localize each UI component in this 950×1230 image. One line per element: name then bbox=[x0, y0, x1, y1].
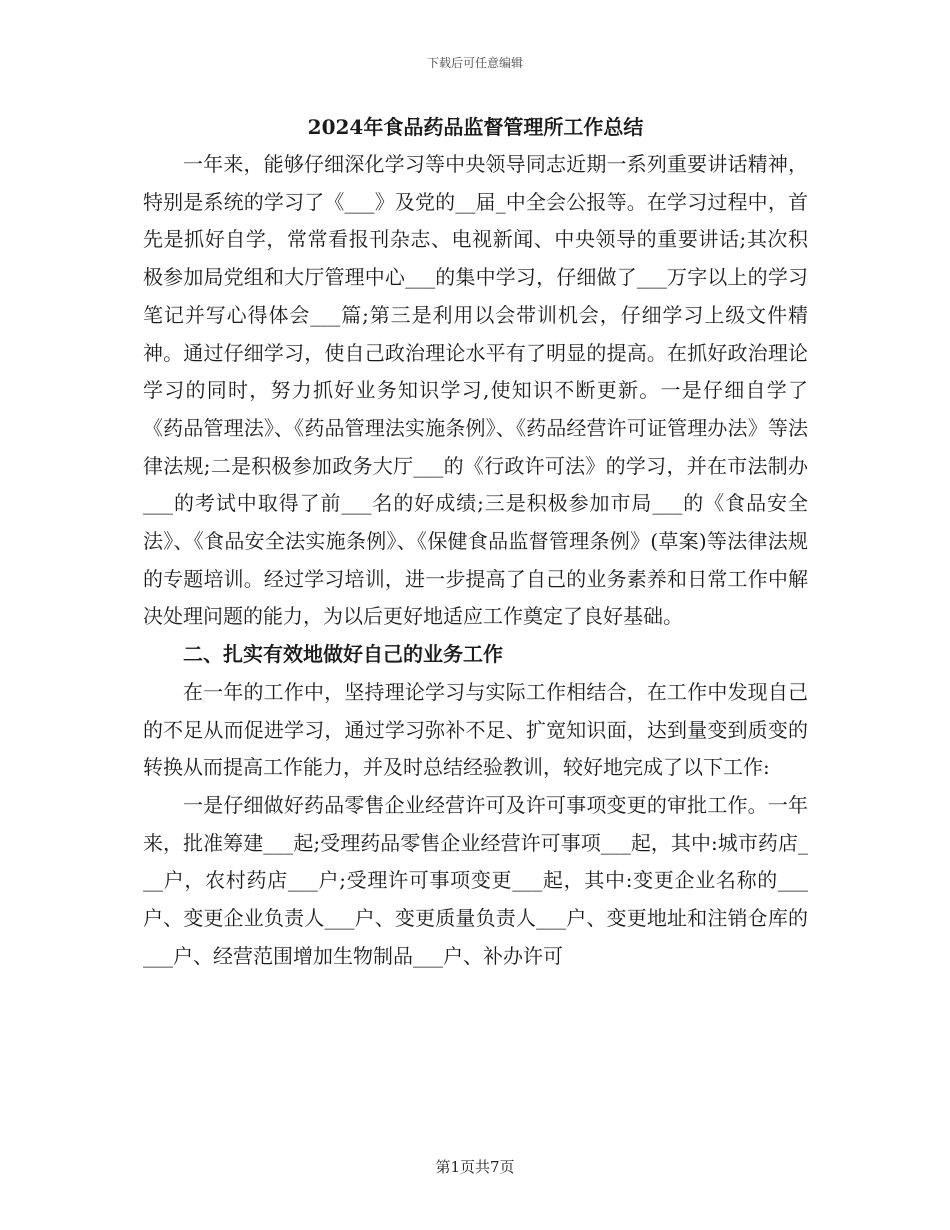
page-number: 第1页共7页 bbox=[435, 1158, 515, 1176]
section-paragraph: 一是仔细做好药品零售企业经营许可及许可事项变更的审批工作。一年来，批准筹建___起;受理药品零售企业经营许可事项___起，其中:城市药店___户，农村药店___户;受理许可事项变更___起，其中:变更企业名称的___户、变更企业负责人___户、变更质量负责人___户、变更地址和注销仓库的___户、经营范围增加生物制品___户、补办许可 bbox=[143, 792, 808, 968]
document-body bbox=[143, 108, 808, 975]
intro-paragraph: 一年来，能够仔细深化学习等中央领导同志近期一系列重要讲话精神，特别是系统的学习了《___》及党的__届_中全会公报等。在学习过程中，首先是抓好自学，常常看报刊杂志、电视新闻、中央领导的重要讲话;其次积极参加局党组和大厅管理中心___的集中学习，仔细做了___万字以上的学习笔记并写心得体会___篇;第三是利用以会带训机会，仔细学习上级文件精神。通过仔细学习，使自己政治理论水平有了明显的提高。在抓好政治理论学习的同时，努力抓好业务知识学习,使知识不断更新。一是仔细自学了《药品管理法》、《药品管理法实施条例》、《药品经营许可证管理办法》等法律法规;二是积极参加政务大厅___的《行政许可法》的学习，并在市法制办___的考试中取得了前___名的好成绩;三是积极参加市局___的《食品安全法》、《食品安全法实施条例》、《保健食品监督管理条例》(草案)等法律法规的专题培训。经过学习培训，进一步提高了自己的业务素养和日常工作中解决处理问题的能力，为以后更好地适应工作奠定了良好基础。 bbox=[143, 152, 808, 629]
header-note: 下载后可任意编辑 bbox=[426, 56, 523, 70]
section-paragraph: 在一年的工作中，坚持理论学习与实际工作相结合，在工作中发现自己的不足从而促进学习，通过学习弥补不足、扩宽知识面，达到量变到质变的转换从而提高工作能力，并及时总结经验教训，较好地完成了以下工作: bbox=[143, 679, 808, 780]
document-title: 2024年食品药品监督管理所工作总结 bbox=[307, 115, 644, 139]
section-heading: 二、扎实有效地做好自己的业务工作 bbox=[183, 642, 503, 667]
